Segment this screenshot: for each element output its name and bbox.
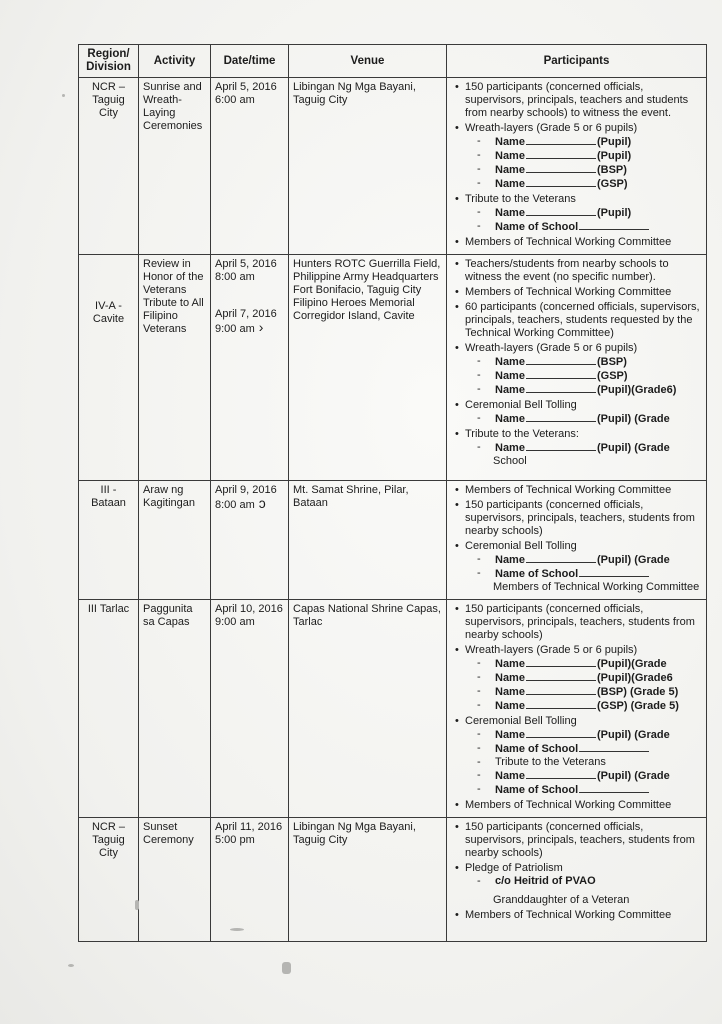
table-row <box>79 600 707 818</box>
name-line <box>495 875 702 888</box>
name-line <box>495 149 702 163</box>
scan-speck <box>62 94 65 97</box>
participant-item: • 60 participants (concerned officials, supervisors, principals, teachers, students requested by the Technical Working Committee) <box>465 301 702 340</box>
region-cell <box>79 255 139 481</box>
name-line <box>495 412 702 426</box>
blank-line <box>579 567 649 577</box>
name-line <box>495 383 702 397</box>
blank-line <box>526 685 596 695</box>
name-label: Name <box>495 356 525 368</box>
blank-line <box>526 383 596 393</box>
name-label: Name <box>495 770 525 782</box>
role-label: (GSP) <box>596 178 628 190</box>
name-line <box>495 441 702 455</box>
participant-label: Wreath-layers (Grade 5 or 6 pupils) <box>465 122 638 134</box>
blank-line <box>526 135 596 145</box>
participant-item: • 150 participants (concerned officials, supervisors, principals, teachers, students from nearby schools) <box>465 603 702 642</box>
participants-cell <box>447 818 707 942</box>
venue-cell: Capas National Shrine Capas, Tarlac <box>289 600 447 818</box>
region-cell: III - Bataan <box>79 481 139 600</box>
blank-line <box>526 163 596 173</box>
name-label: Name of School <box>495 784 579 796</box>
role-label: (BSP) <box>596 356 627 368</box>
blank-line <box>526 657 596 667</box>
region-cell: NCR – Taguig City <box>79 818 139 942</box>
participant-item: • Members of Technical Working Committee <box>465 799 702 812</box>
role-label: (BSP) <box>596 164 627 176</box>
blank-line <box>526 206 596 216</box>
role-label: (Pupil) (Grade <box>596 413 670 425</box>
participant-item <box>465 342 702 397</box>
date-text: April 11, 2016 <box>215 821 283 833</box>
time-text: 6:00 am <box>215 94 255 106</box>
venue-cell: Libingan Ng Mga Bayani, Taguig City <box>289 818 447 942</box>
name-line <box>495 742 702 756</box>
table-row <box>79 78 707 255</box>
participants-cell <box>447 600 707 818</box>
blank-line <box>526 441 596 451</box>
pen-mark-icon: › <box>258 319 264 335</box>
date-text: April 10, 2016 <box>215 603 283 615</box>
datetime-cell <box>211 78 289 255</box>
participant-label: Tribute to the Veterans: <box>465 428 579 440</box>
header-datetime: Date/time <box>211 45 289 78</box>
time-text: 8:00 am ↄ <box>215 495 266 511</box>
name-line <box>495 783 702 797</box>
datetime-cell <box>211 818 289 942</box>
role-label: (Pupil) (Grade <box>596 770 670 782</box>
granddaughter-note: Granddaughter of a Veteran <box>493 894 630 906</box>
name-label: Name of School <box>495 221 579 233</box>
participants-cell <box>447 78 707 255</box>
name-label: Name <box>495 164 525 176</box>
schedule-table <box>78 44 707 942</box>
participant-label: Pledge of Patriolism <box>465 862 563 874</box>
name-line <box>495 685 702 699</box>
blank-line <box>526 728 596 738</box>
blank-line <box>526 412 596 422</box>
venue-cell: Libingan Ng Mga Bayani, Taguig City <box>289 78 447 255</box>
name-line <box>495 135 702 149</box>
name-line <box>495 355 702 369</box>
participant-item <box>465 428 702 468</box>
name-line <box>495 728 702 742</box>
time-text: 5:00 pm <box>215 834 255 846</box>
activity-cell: Sunset Ceremony <box>139 818 211 942</box>
role-label: (BSP) (Grade 5) <box>596 686 679 698</box>
role-label: (Pupil) (Grade <box>596 554 670 566</box>
name-line <box>495 567 702 581</box>
venue-text: Filipino Heroes Memorial Corregidor Island, Cavite <box>293 297 415 322</box>
participant-item: • Teachers/students from nearby schools to witness the event (no specific number). <box>465 258 702 284</box>
role-label: (Pupil) (Grade <box>596 442 670 454</box>
role-label: (Pupil) <box>596 136 632 148</box>
name-line <box>495 553 702 567</box>
time-text: 9:00 am › <box>215 319 264 335</box>
participant-label: Ceremonial Bell Tolling <box>465 715 577 727</box>
participant-item <box>465 644 702 713</box>
name-label: Name <box>495 136 525 148</box>
date-text: April 7, 2016 <box>215 308 277 320</box>
participant-label: Tribute to the Veterans <box>465 193 576 205</box>
venue-cell <box>289 255 447 481</box>
participant-label: Wreath-layers (Grade 5 or 6 pupils) <box>465 342 638 354</box>
header-activity: Activity <box>139 45 211 78</box>
table-row <box>79 818 707 942</box>
name-label: Name <box>495 554 525 566</box>
header-row <box>79 45 707 78</box>
name-line <box>495 369 702 383</box>
table-row <box>79 255 707 481</box>
activity-cell: Paggunita sa Capas <box>139 600 211 818</box>
participant-item: • Members of Technical Working Committee <box>465 236 702 249</box>
name-label: Name <box>495 370 525 382</box>
scan-speck <box>68 964 74 967</box>
name-label: Name <box>495 384 525 396</box>
name-label: Name <box>495 207 525 219</box>
participant-item <box>465 193 702 234</box>
blank-line <box>526 553 596 563</box>
participant-item <box>465 122 702 191</box>
name-line <box>495 177 702 191</box>
participant-item <box>465 862 702 907</box>
time-text: 8:00 am <box>215 271 255 283</box>
datetime-cell <box>211 481 289 600</box>
name-line <box>495 163 702 177</box>
participant-item: • 150 participants (concerned officials, supervisors, principals, teachers and students from nearby schools) to witness the event. <box>465 81 702 120</box>
name-line <box>495 220 702 234</box>
blank-line <box>526 369 596 379</box>
name-label: Name <box>495 672 525 684</box>
participant-item: • 150 participants (concerned officials, supervisors, principals, teachers, students from nearby schools) <box>465 499 702 538</box>
blank-line <box>526 671 596 681</box>
scan-speck <box>230 928 244 931</box>
scan-speck <box>135 900 139 910</box>
name-label: Name of School <box>495 568 579 580</box>
scan-speck <box>282 962 291 974</box>
name-line <box>495 699 702 713</box>
venue-text: Hunters ROTC Guerrilla Field, Philippine Army Headquarters Fort Bonifacio, Taguig City <box>293 258 441 296</box>
participant-item <box>465 399 702 426</box>
date-text: April 5, 2016 <box>215 258 277 270</box>
role-label: (Pupil) <box>596 150 632 162</box>
name-label: Name of School <box>495 743 579 755</box>
name-label: Name <box>495 178 525 190</box>
header-region: Region/ Division <box>79 45 139 78</box>
participant-label: Ceremonial Bell Tolling <box>465 399 577 411</box>
datetime-cell <box>211 600 289 818</box>
school-note: School <box>493 455 527 467</box>
activity-cell: Sunrise and Wreath-Laying Ceremonies <box>139 78 211 255</box>
blank-line <box>579 220 649 230</box>
blank-line <box>526 699 596 709</box>
name-line <box>495 657 702 671</box>
name-line <box>495 671 702 685</box>
name-line <box>495 769 702 783</box>
role-label: (GSP) (Grade 5) <box>596 700 679 712</box>
blank-line <box>526 355 596 365</box>
name-label: Name <box>495 442 525 454</box>
blank-line <box>579 783 649 793</box>
blank-line <box>579 742 649 752</box>
participant-item: • Members of Technical Working Committee <box>465 909 702 922</box>
role-label: (GSP) <box>596 370 628 382</box>
committee-note: Members of Technical Working Committee <box>493 581 700 593</box>
participant-label: Wreath-layers (Grade 5 or 6 pupils) <box>465 644 638 656</box>
participant-item <box>465 540 702 594</box>
blank-line <box>526 149 596 159</box>
activity-cell: Review in Honor of the Veterans Tribute to All Filipino Veterans <box>139 255 211 481</box>
participant-label: Ceremonial Bell Tolling <box>465 540 577 552</box>
blank-line <box>526 177 596 187</box>
name-label: Name <box>495 686 525 698</box>
name-line <box>495 756 702 769</box>
time-text: 9:00 am <box>215 616 255 628</box>
datetime-cell <box>211 255 289 481</box>
role-label: (Pupil)(Grade6 <box>596 672 673 684</box>
region-text: IV-A - Cavite <box>92 300 125 325</box>
name-label: Name <box>495 413 525 425</box>
participant-item: • Members of Technical Working Committee <box>465 484 702 497</box>
region-cell: III Tarlac <box>79 600 139 818</box>
table-row <box>79 481 707 600</box>
participants-cell <box>447 481 707 600</box>
name-label: c/o Heitrid of PVAO <box>495 875 596 887</box>
role-label: (Pupil) (Grade <box>596 729 670 741</box>
sub-heading: Tribute to the Veterans <box>495 756 606 768</box>
venue-cell: Mt. Samat Shrine, Pilar, Bataan <box>289 481 447 600</box>
name-label: Name <box>495 700 525 712</box>
date-text: April 5, 2016 <box>215 81 277 93</box>
name-label: Name <box>495 658 525 670</box>
blank-line <box>526 769 596 779</box>
participant-item: • Members of Technical Working Committee <box>465 286 702 299</box>
role-label: (Pupil) <box>596 207 632 219</box>
activity-cell: Araw ng Kagitingan <box>139 481 211 600</box>
role-label: (Pupil)(Grade6) <box>596 384 677 396</box>
header-venue: Venue <box>289 45 447 78</box>
name-label: Name <box>495 150 525 162</box>
participant-item <box>465 715 702 797</box>
role-label: (Pupil)(Grade <box>596 658 667 670</box>
participant-item: • 150 participants (concerned officials, supervisors, principals, teachers, students from nearby schools) <box>465 821 702 860</box>
name-label: Name <box>495 729 525 741</box>
participants-cell <box>447 255 707 481</box>
name-line <box>495 206 702 220</box>
date-text: April 9, 2016 <box>215 484 277 496</box>
header-participants: Participants <box>447 45 707 78</box>
region-cell: NCR – Taguig City <box>79 78 139 255</box>
pen-mark-icon: ↄ <box>258 495 266 511</box>
